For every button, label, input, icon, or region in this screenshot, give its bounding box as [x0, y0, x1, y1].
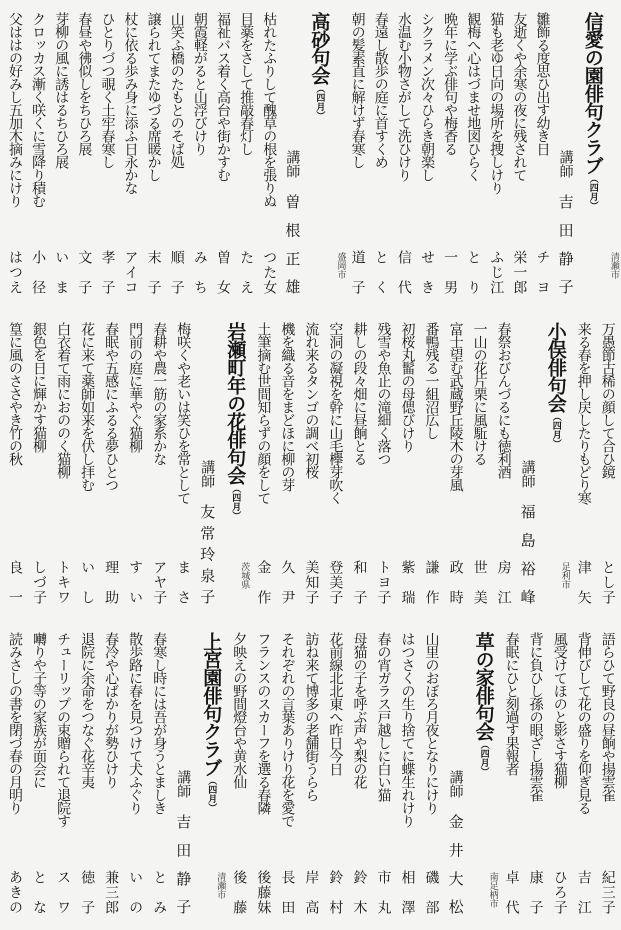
- haiku-entry: [573, 620, 595, 930]
- haiku-entry: [597, 310, 619, 620]
- haiku-entry: [166, 0, 188, 310]
- teacher-label: 講師: [519, 460, 536, 488]
- haiku-text: 晩年に学ぶ俳句や梅香る: [442, 12, 459, 155]
- haiku-text: 友逝くや余寒の夜に残されて: [511, 12, 528, 181]
- haiku-entry: [73, 0, 95, 310]
- haiku-entry: [258, 0, 280, 310]
- haiku-entry: [52, 310, 74, 620]
- haiku-author: 吉江: [575, 870, 592, 914]
- club-location: 清瀬市: [215, 872, 226, 899]
- haiku-text: 囀りや子等の家族が面会に: [31, 632, 48, 788]
- club-location: [609, 0, 619, 310]
- haiku-entry: [493, 310, 515, 620]
- haiku-author: はつえ: [7, 250, 23, 294]
- haiku-text: 語らひて野良の昼餉や揚雲雀: [599, 632, 616, 801]
- teacher-name: 吉田静子: [174, 814, 193, 914]
- club-teacher: [445, 620, 467, 930]
- haiku-author: 順子: [168, 250, 185, 294]
- haiku-entry: [462, 0, 484, 310]
- haiku-author: とり: [465, 250, 482, 294]
- haiku-text: 富士望む武蔵野丘陵木の芽風: [447, 322, 464, 491]
- haiku-entry: [143, 0, 165, 310]
- haiku-entry: [252, 620, 274, 930]
- haiku-entry: [148, 620, 170, 930]
- haiku-author: ふじ江: [488, 250, 505, 294]
- haiku-text: 譲られてまたゆづる席暖かし: [145, 12, 162, 181]
- club-month: （四月）: [230, 484, 241, 520]
- haiku-entry: [597, 620, 619, 930]
- teacher-label: 講師: [175, 770, 192, 798]
- haiku-entry: [501, 620, 523, 930]
- haiku-entry: [469, 310, 491, 620]
- haiku-text: チューリップの束贈られて退院す: [55, 632, 72, 827]
- teacher-name: 金井大松: [446, 814, 465, 914]
- club-teacher: [555, 0, 577, 310]
- haiku-entry: [348, 310, 370, 620]
- club-location: 足利市: [559, 562, 570, 589]
- haiku-author: 登美子: [327, 560, 344, 604]
- haiku-text: 春祭おびんづるにも徳利酒: [495, 322, 512, 478]
- haiku-author: トキワ: [55, 560, 72, 604]
- haiku-author: 金作: [255, 560, 272, 604]
- haiku-text: 春遠し散歩の庭に首すくめ: [372, 12, 389, 168]
- haiku-text: 耕しの段々畑に昼餉とる: [351, 322, 368, 465]
- haiku-author: 鈴村: [327, 870, 344, 914]
- haiku-text: 銀色を日に輝かす猫柳: [31, 322, 48, 452]
- haiku-text: 山笑ふ橋のたもとのそば処: [168, 12, 185, 168]
- haiku-author: いま: [53, 250, 70, 294]
- teacher-name: 吉田静子: [556, 194, 575, 294]
- haiku-text: 枯れたふりして醜草の根を張りぬ: [261, 12, 278, 207]
- haiku-entry: [4, 310, 26, 620]
- haiku-entry: [120, 0, 142, 310]
- haiku-text: 風受けてほのと影さす猫柳: [551, 632, 568, 788]
- haiku-entry: [573, 310, 595, 620]
- haiku-entry: [549, 620, 571, 930]
- haiku-entry: [372, 310, 394, 620]
- club-name: [578, 12, 608, 210]
- haiku-text: 流れ来るタンゴの調べ初桜: [303, 322, 320, 478]
- haiku-entry: [532, 0, 554, 310]
- haiku-text: それぞれの言葉ありけり花を愛で: [279, 632, 296, 827]
- haiku-entry: [439, 0, 461, 310]
- teacher-label: 講師: [284, 150, 301, 178]
- haiku-author: 康子: [527, 870, 544, 914]
- haiku-entry: [276, 310, 298, 620]
- haiku-entry: [416, 0, 438, 310]
- club-name-text: 草の家俳句会: [472, 632, 495, 740]
- haiku-entry: [252, 310, 274, 620]
- haiku-author: 鈴木: [351, 870, 368, 914]
- haiku-author: とな: [31, 870, 48, 914]
- haiku-author: 曽女: [214, 250, 231, 294]
- haiku-text: 雛飾る度思ひ出す幼き日: [534, 12, 551, 155]
- haiku-entry: [76, 620, 98, 930]
- haiku-entry: [508, 0, 530, 310]
- club-heading: [196, 620, 226, 930]
- haiku-entry: [212, 0, 234, 310]
- haiku-text: 来る春を押し戻したりもどり寒: [575, 322, 592, 504]
- club-month: （四月）: [550, 412, 561, 448]
- club-location: 清瀬市: [608, 252, 619, 279]
- haiku-text: はつさくの生り捨てに蝶生れけり: [399, 632, 416, 827]
- club-month: （四月）: [206, 776, 217, 812]
- haiku-text: 背に負ひし孫の眼ざし揚雲雀: [527, 632, 544, 801]
- haiku-author: つた女: [261, 250, 278, 294]
- haiku-author: 美知子: [303, 560, 320, 604]
- haiku-text: 芽柳の風に誘はるちひろ展: [53, 12, 70, 168]
- club-location: 茨城県: [239, 562, 250, 589]
- haiku-author: 小径: [30, 250, 47, 294]
- club-name: [196, 632, 226, 812]
- haiku-text: 春耕や農一筋の家系かな: [151, 322, 168, 465]
- haiku-text: 猫も老ゆ日向の場所を捜しけり: [488, 12, 505, 194]
- haiku-author: 謙作: [423, 560, 440, 604]
- club-name: [304, 12, 334, 120]
- haiku-author: とし子: [599, 560, 616, 604]
- haiku-text: 一山の花片栗に風駈ける: [471, 322, 488, 465]
- haiku-text: 春寒し時には吾が身うとましき: [151, 632, 168, 814]
- haiku-entry: [148, 310, 170, 620]
- haiku-text: 散歩路に春を見つけて犬ふぐり: [127, 632, 144, 814]
- haiku-author: 信代: [395, 250, 412, 294]
- haiku-text: 朝霞軽がると山浮びけり: [191, 12, 208, 155]
- haiku-entry: [372, 620, 394, 930]
- club-location: 南足柄市: [487, 872, 498, 908]
- haiku-entry: [228, 620, 250, 930]
- teacher-name: 曽根正雄: [283, 194, 302, 294]
- teacher-label: 講師: [199, 460, 216, 488]
- haiku-text: 篁に風のささやき竹の秋: [7, 322, 23, 465]
- club-name-text: 小俣俳句会: [544, 322, 567, 412]
- haiku-author: 和子: [351, 560, 368, 604]
- haiku-author: 末子: [145, 250, 162, 294]
- haiku-author: 栄一郎: [511, 250, 528, 294]
- haiku-author: いの: [127, 870, 144, 914]
- haiku-entry: [4, 0, 26, 310]
- club-heading: [541, 310, 571, 620]
- haiku-author: まさ: [175, 560, 192, 604]
- haiku-entry: [324, 620, 346, 930]
- haiku-text: 春眠にひと刻過す果報者: [503, 632, 520, 775]
- haiku-entry: [300, 310, 322, 620]
- haiku-author: 市丸: [375, 870, 392, 914]
- haiku-author: スワ: [55, 870, 72, 914]
- club-month: （四月）: [587, 174, 598, 210]
- haiku-entry: [52, 620, 74, 930]
- haiku-author: いし: [79, 560, 96, 604]
- haiku-text: 読みさしの書を閉づ春の月明り: [7, 632, 23, 814]
- teacher-label: 講師: [557, 150, 574, 178]
- haiku-author: 政時: [447, 560, 464, 604]
- haiku-entry: [4, 620, 26, 930]
- haiku-entry: [445, 310, 467, 620]
- haiku-author: とみ: [151, 870, 168, 914]
- haiku-entry: [100, 310, 122, 620]
- club-name: [541, 322, 571, 448]
- haiku-text: 万愚節古稀の顔して合ひ鏡: [599, 322, 616, 478]
- haiku-entry: [397, 310, 419, 620]
- haiku-entry: [27, 0, 49, 310]
- haiku-band: [0, 0, 621, 310]
- club-name-text: 岩瀬町年の花俳句会: [224, 322, 247, 484]
- haiku-text: 春冷や心ばかりが勢ひけり: [103, 632, 120, 788]
- haiku-text: 杖に依る歩み身に添ふ日永かな: [122, 12, 139, 194]
- club-teacher: [172, 620, 194, 930]
- haiku-text: 夕映えの野間燈台や黄水仙: [231, 632, 248, 788]
- haiku-entry: [189, 0, 211, 310]
- haiku-text: クロッカス漸く咲くに雪降り積む: [30, 12, 47, 207]
- haiku-text: 機を織る音をまどほに柳の芽: [279, 322, 296, 491]
- teacher-label: 講師: [447, 770, 464, 798]
- club-location: [336, 0, 346, 310]
- haiku-author: とく: [372, 250, 389, 294]
- club-name-text: 信愛の園俳句クラブ: [581, 12, 604, 174]
- haiku-text: 白衣着て雨におののく猫柳: [55, 322, 72, 478]
- club-teacher: [196, 310, 218, 620]
- haiku-entry: [235, 0, 257, 310]
- haiku-entry: [393, 0, 415, 310]
- haiku-author: 良一: [7, 560, 23, 604]
- haiku-entry: [370, 0, 392, 310]
- haiku-band: [0, 310, 621, 620]
- haiku-author: 一男: [442, 250, 459, 294]
- haiku-entry: [172, 310, 194, 620]
- haiku-author: 紫瑞: [399, 560, 416, 604]
- haiku-author: チヨ: [534, 250, 551, 294]
- teacher-name: 福島裕峰: [518, 504, 537, 604]
- haiku-text: 初桜丸髷の母偲びけり: [399, 322, 416, 452]
- haiku-text: 土筆摘む世間知らずの顔をして: [255, 322, 272, 504]
- haiku-author: 文子: [76, 250, 93, 294]
- haiku-text: 花に来て薬師如来を伏し拝む: [79, 322, 96, 491]
- haiku-author: 徳子: [79, 870, 96, 914]
- haiku-author: アヤ子: [151, 560, 168, 604]
- haiku-text: 花前線北北東へ昨日今日: [327, 632, 344, 775]
- haiku-author: 卓代: [503, 870, 520, 914]
- haiku-text: 梅咲くや老いは笑ひを常として: [175, 322, 192, 504]
- haiku-text: 春眠や五感にふるる夢ひとつ: [103, 322, 120, 491]
- haiku-author: たえ: [238, 250, 255, 294]
- haiku-author: 久尹: [279, 560, 296, 604]
- haiku-entry: [421, 620, 443, 930]
- haiku-author: 後藤妹: [255, 870, 272, 914]
- haiku-text: 春の宵ガラス戸越しに白い猫: [375, 632, 392, 801]
- haiku-author: せき: [418, 250, 435, 294]
- haiku-entry: [324, 310, 346, 620]
- club-name: [220, 322, 250, 520]
- haiku-author: あきの: [7, 870, 23, 914]
- club-month: （四月）: [478, 740, 489, 776]
- haiku-text: 訪ね来て博多の老舗街うらら: [303, 632, 320, 801]
- club-teacher: [517, 310, 539, 620]
- haiku-author: 理助: [103, 560, 120, 604]
- haiku-author: トヨ子: [375, 560, 392, 604]
- haiku-text: 春昼や彿似しをちひろ展: [76, 12, 93, 155]
- club-name-text: 上宮園俳句クラブ: [200, 632, 223, 776]
- haiku-entry: [124, 620, 146, 930]
- club-location: 盛岡市: [335, 252, 346, 279]
- haiku-author: 後藤: [231, 870, 248, 914]
- haiku-text: 福祉バス着く高台や街かすむ: [214, 12, 231, 181]
- club-heading: [220, 310, 250, 620]
- haiku-entry: [525, 620, 547, 930]
- haiku-author: 世美: [471, 560, 488, 604]
- haiku-text: シクラメン次々ひらき朝楽し: [418, 12, 435, 181]
- club-name-text: 高砂句会: [308, 12, 331, 84]
- haiku-entry: [397, 620, 419, 930]
- haiku-text: 水温む小物さがして洗ひけり: [395, 12, 412, 181]
- haiku-text: 母猫の子を呼ぶ声や梨の花: [351, 632, 368, 788]
- haiku-author: 磯部: [423, 870, 440, 914]
- haiku-author: 兼三郎: [103, 870, 120, 914]
- club-heading: [578, 0, 608, 310]
- haiku-entry: [100, 620, 122, 930]
- haiku-text: フランスのスカーフを選る春隣: [255, 632, 272, 814]
- haiku-author: アイコ: [122, 250, 139, 294]
- haiku-author: 孝子: [99, 250, 116, 294]
- haiku-text: ひとりづつ覗く土牢春寒し: [99, 12, 116, 168]
- haiku-text: 退院に余命をつなぐ花辛夷: [79, 632, 96, 788]
- haiku-author: 紀三子: [599, 870, 616, 914]
- haiku-text: 目薬をさして推敲春灯し: [238, 12, 255, 155]
- club-name: [469, 632, 499, 776]
- haiku-entry: [28, 620, 50, 930]
- haiku-entry: [276, 620, 298, 930]
- haiku-author: 津矢: [575, 560, 592, 604]
- club-heading: [469, 620, 499, 930]
- teacher-name: 友常玲泉子: [198, 504, 217, 604]
- haiku-text: 背伸びして花の盛りを仰ぎ見る: [575, 632, 592, 814]
- haiku-text: 朝の髪素直に解けず春寒し: [349, 12, 366, 168]
- haiku-author: みち: [191, 250, 208, 294]
- haiku-author: 相澤: [399, 870, 416, 914]
- haiku-author: ひろ子: [551, 870, 568, 914]
- haiku-text: 門前の庭に華やぐ猫柳: [127, 322, 144, 452]
- haiku-entry: [485, 0, 507, 310]
- haiku-text: 残雪や魚止の滝細く落つ: [375, 322, 392, 465]
- club-month: （四月）: [314, 84, 325, 120]
- haiku-author: 房江: [495, 560, 512, 604]
- haiku-text: 父ははの好みし五加木摘みにけり: [7, 12, 23, 207]
- haiku-author: 道子: [349, 250, 366, 294]
- haiku-author: すい: [127, 560, 144, 604]
- club-heading: [304, 0, 334, 310]
- club-teacher: [281, 0, 303, 310]
- haiku-entry: [348, 620, 370, 930]
- haiku-author: しづ子: [31, 560, 48, 604]
- haiku-author: 長田: [279, 870, 296, 914]
- haiku-text: 空洞の凝視を幹に山毛欅芽吹く: [327, 322, 344, 504]
- haiku-text: 番鴨残る一組沼広し: [423, 322, 440, 439]
- haiku-entry: [347, 0, 369, 310]
- haiku-band: [0, 620, 621, 930]
- haiku-entry: [28, 310, 50, 620]
- haiku-entry: [96, 0, 118, 310]
- haiku-entry: [76, 310, 98, 620]
- haiku-text: 観梅へ心はづませ地図ひらく: [465, 12, 482, 181]
- haiku-entry: [50, 0, 72, 310]
- haiku-entry: [300, 620, 322, 930]
- haiku-text: 山里のおぼろ月夜となりにけり: [423, 632, 440, 814]
- haiku-author: 岸高: [303, 870, 320, 914]
- haiku-entry: [124, 310, 146, 620]
- haiku-entry: [421, 310, 443, 620]
